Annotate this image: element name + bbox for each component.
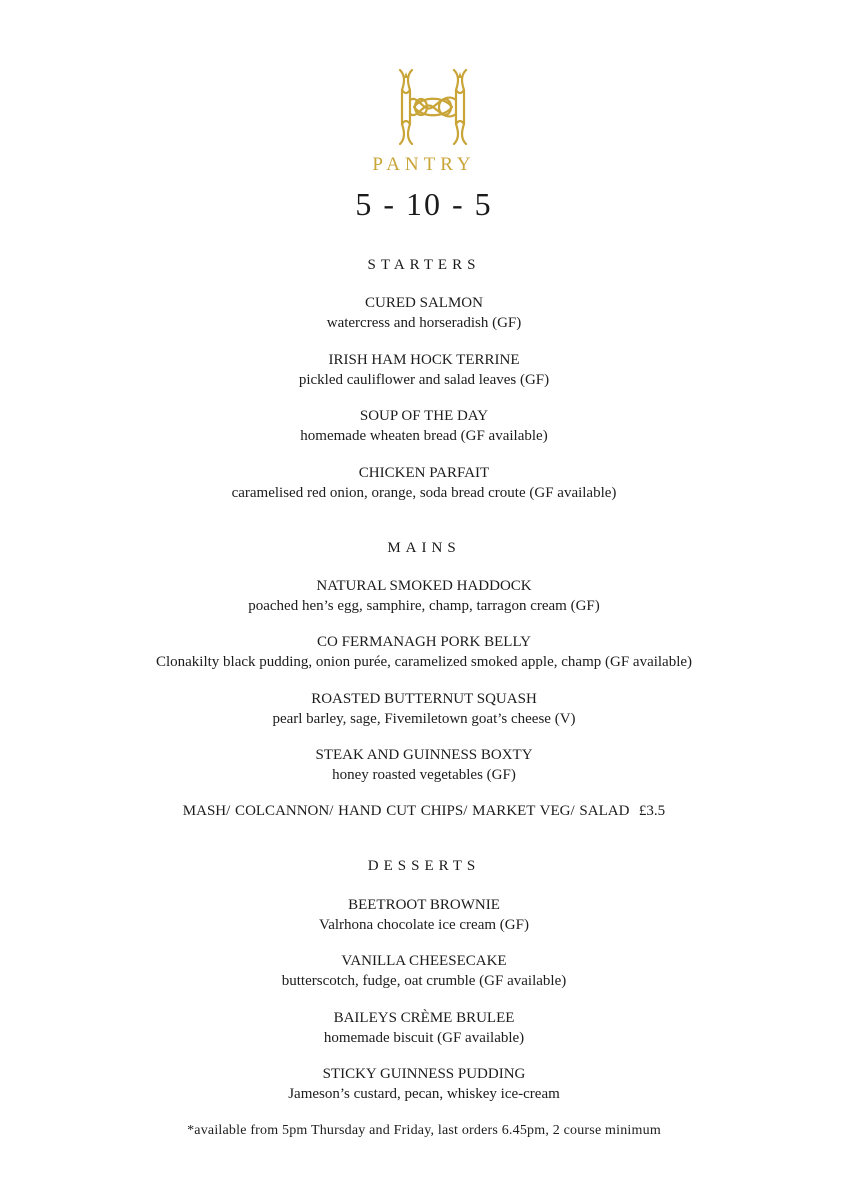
dish-name: SOUP OF THE DAY (359, 408, 489, 424)
dish-description: homemade biscuit (GF available) (323, 1030, 525, 1046)
celtic-knot-logo-icon (392, 66, 474, 148)
dish-name: ROASTED BUTTERNUT SQUASH (311, 691, 537, 707)
dish-name: NATURAL SMOKED HADDOCK (316, 578, 532, 594)
dish-name: BAILEYS CRÈME BRULEE (333, 1010, 515, 1026)
dish-description: Valrhona chocolate ice cream (GF) (319, 917, 529, 933)
dish-name: VANILLA CHEESECAKE (341, 953, 507, 969)
dish-name: CHICKEN PARFAIT (358, 465, 490, 481)
dish-description: Clonakilty black pudding, onion purée, caramelized smoked apple, champ (GF available) (155, 654, 693, 670)
menu-item (0, 689, 848, 729)
dish-description: pearl barley, sage, Fivemiletown goat’s cheese (V) (272, 711, 576, 727)
menu-item (0, 632, 848, 672)
availability-footnote: *available from 5pm Thursday and Friday, last orders 6.45pm, 2 course minimum (187, 1123, 661, 1138)
dish-description: homemade wheaten bread (GF available) (300, 428, 548, 444)
dish-description: Jameson’s custard, pecan, whiskey ice-cream (288, 1086, 560, 1102)
menu-item (0, 406, 848, 446)
section-title-starters: STARTERS (367, 257, 481, 273)
menu-item (0, 576, 848, 616)
menu-item (0, 951, 848, 991)
section-title-mains: MAINS (387, 540, 461, 556)
menu-item (0, 1064, 848, 1104)
menu-subtitle: 5 - 10 - 5 (355, 186, 493, 222)
dish-description: butterscotch, fudge, oat crumble (GF available) (281, 973, 567, 989)
dish-name: CO FERMANAGH PORK BELLY (317, 634, 531, 650)
menu-item (0, 350, 848, 390)
menu-item (0, 293, 848, 333)
menu-item (0, 895, 848, 935)
dish-name: STICKY GUINNESS PUDDING (322, 1066, 526, 1082)
dish-description: watercress and horseradish (GF) (326, 315, 522, 331)
menu-item (0, 1008, 848, 1048)
brand-name: PANTRY (372, 154, 476, 175)
section-title-desserts: DESSERTS (367, 858, 481, 874)
sides-line: MASH/ COLCANNON/ HAND CUT CHIPS/ MARKET VEG/ SALAD £3.5 (182, 803, 666, 819)
dish-name: STEAK AND GUINNESS BOXTY (315, 747, 533, 763)
menu-item (0, 745, 848, 785)
dish-description: honey roasted vegetables (GF) (332, 767, 516, 783)
dish-name: BEETROOT BROWNIE (348, 897, 500, 913)
dish-description: pickled cauliflower and salad leaves (GF) (298, 372, 550, 388)
dish-description: caramelised red onion, orange, soda bread croute (GF available) (231, 485, 617, 501)
dish-description: poached hen’s egg, samphire, champ, tarragon cream (GF) (248, 598, 600, 614)
menu-item (0, 463, 848, 503)
dish-name: CURED SALMON (365, 295, 483, 311)
dish-name: IRISH HAM HOCK TERRINE (328, 352, 520, 368)
